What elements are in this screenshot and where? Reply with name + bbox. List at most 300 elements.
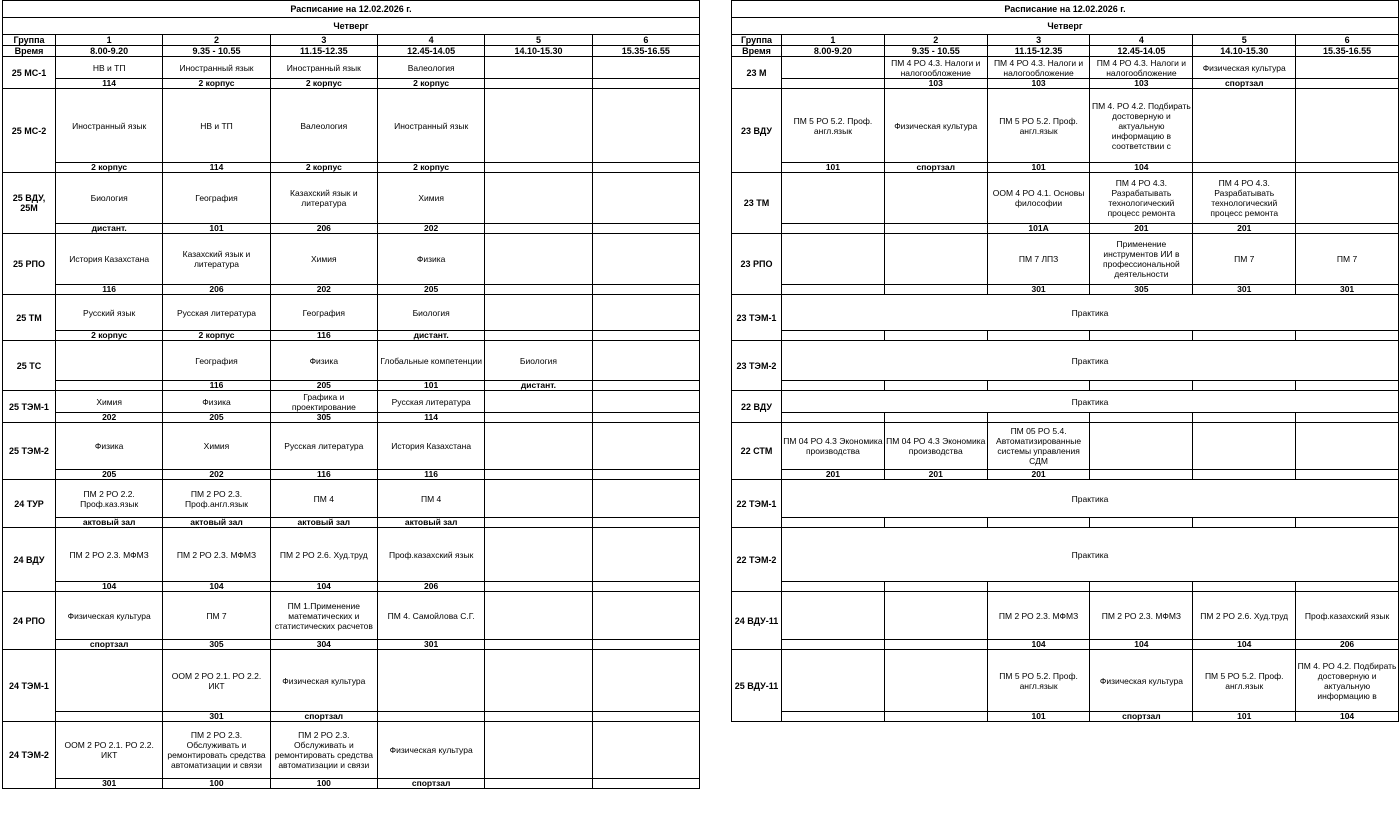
slot-number: 6	[1296, 35, 1399, 46]
group-subject-row	[3, 341, 700, 381]
subject-cell: ПМ 04 РО 4.3 Экономика производства	[884, 423, 987, 470]
group-column-label: Группа	[732, 35, 782, 46]
room-cell	[884, 712, 987, 722]
group-room-row	[732, 470, 1399, 480]
room-cell	[592, 582, 699, 592]
subject-cell: Русская литература	[377, 391, 484, 413]
group-room-row	[3, 640, 700, 650]
subject-cell	[592, 173, 699, 224]
subject-cell: ПМ 4 РО 4.3. Налоги и налогообложение	[987, 57, 1090, 79]
room-cell: спортзал	[270, 712, 377, 722]
room-cell	[782, 712, 885, 722]
subject-cell: Физическая культура	[884, 89, 987, 163]
time-header-row	[3, 46, 700, 57]
room-cell	[592, 224, 699, 234]
room-cell: 305	[163, 640, 270, 650]
slot-time: 8.00-9.20	[782, 46, 885, 57]
group-room-row	[732, 224, 1399, 234]
subject-cell	[1090, 423, 1193, 470]
subject-cell: ПМ 2 РО 2.2. Проф.каз.язык	[56, 480, 163, 518]
group-subject-row	[732, 295, 1399, 331]
room-cell	[884, 413, 987, 423]
room-cell: 114	[56, 79, 163, 89]
subject-cell	[485, 650, 592, 712]
room-cell	[1193, 470, 1296, 480]
subject-cell	[485, 722, 592, 779]
subject-cell: Физика	[270, 341, 377, 381]
group-name: 23 ТЭМ-1	[732, 295, 782, 341]
group-room-row	[3, 470, 700, 480]
room-cell	[987, 413, 1090, 423]
room-cell	[1296, 381, 1399, 391]
room-cell	[1193, 163, 1296, 173]
room-cell	[1296, 582, 1399, 592]
room-cell	[884, 518, 987, 528]
room-cell: 103	[1090, 79, 1193, 89]
subject-cell: ООМ 2 РО 2.1. РО 2.2. ИКТ	[163, 650, 270, 712]
slot-number: 3	[270, 35, 377, 46]
subject-cell: Валеология	[270, 89, 377, 163]
title-row	[732, 1, 1399, 18]
room-cell	[884, 331, 987, 341]
subject-cell	[56, 650, 163, 712]
group-room-row	[732, 518, 1399, 528]
group-column-label: Группа	[3, 35, 56, 46]
group-subject-row	[732, 480, 1399, 518]
schedule-title: Расписание на 12.02.2026 г.	[732, 1, 1399, 18]
room-cell	[1090, 413, 1193, 423]
group-name: 25 МС-1	[3, 57, 56, 89]
room-cell	[1296, 79, 1399, 89]
subject-cell: ПМ 5 РО 5.2. Проф. англ.язык	[987, 650, 1090, 712]
room-cell	[987, 582, 1090, 592]
room-cell: 2 корпус	[56, 163, 163, 173]
subject-cell: ПМ 1.Применение математических и статистических расчетов	[270, 592, 377, 640]
group-name: 25 МС-2	[3, 89, 56, 173]
subject-cell: ПМ 2 РО 2.6. Худ.труд	[1193, 592, 1296, 640]
group-subject-row	[3, 722, 700, 779]
room-cell: 2 корпус	[163, 331, 270, 341]
time-column-label: Время	[732, 46, 782, 57]
room-cell	[782, 224, 885, 234]
room-cell	[1193, 413, 1296, 423]
group-name: 25 ТЭМ-2	[3, 423, 56, 480]
room-cell: 116	[163, 381, 270, 391]
subject-cell: ООМ 4 РО 4.1. Основы философии	[987, 173, 1090, 224]
group-name: 22 СТМ	[732, 423, 782, 480]
group-subject-row	[732, 650, 1399, 712]
subject-cell: Биология	[56, 173, 163, 224]
room-cell	[592, 518, 699, 528]
subject-cell	[56, 341, 163, 381]
time-column-label: Время	[3, 46, 56, 57]
room-cell: 104	[1090, 640, 1193, 650]
room-cell: 104	[270, 582, 377, 592]
slot-time: 15.35-16.55	[592, 46, 699, 57]
group-room-row	[3, 712, 700, 722]
group-room-row	[732, 331, 1399, 341]
room-cell: 101	[163, 224, 270, 234]
slot-number: 2	[884, 35, 987, 46]
room-cell	[1193, 331, 1296, 341]
subject-cell: Графика и проектирование	[270, 391, 377, 413]
group-room-row	[732, 413, 1399, 423]
slot-time: 8.00-9.20	[56, 46, 163, 57]
room-cell	[485, 163, 592, 173]
room-cell	[485, 712, 592, 722]
subject-cell: ПМ 5 РО 5.2. Проф. англ.язык	[987, 89, 1090, 163]
room-cell	[987, 381, 1090, 391]
subject-cell: Химия	[163, 423, 270, 470]
group-subject-row	[732, 234, 1399, 285]
room-cell: 100	[270, 779, 377, 789]
group-room-row	[732, 79, 1399, 89]
subject-cell: Физика	[56, 423, 163, 470]
group-subject-row	[732, 341, 1399, 381]
group-name: 24 ТУР	[3, 480, 56, 528]
group-name: 25 ВДУ, 25М	[3, 173, 56, 234]
subject-cell: Химия	[377, 173, 484, 224]
subject-cell: ПМ 2 РО 2.3. МФМЗ	[163, 528, 270, 582]
group-subject-row	[3, 528, 700, 582]
group-room-row	[3, 331, 700, 341]
room-cell: 202	[163, 470, 270, 480]
room-cell	[1090, 582, 1193, 592]
subject-cell: ПМ 2 РО 2.6. Худ.труд	[270, 528, 377, 582]
group-name: 23 ТЭМ-2	[732, 341, 782, 391]
slot-time: 12.45-14.05	[377, 46, 484, 57]
room-cell: 114	[377, 413, 484, 423]
slot-number: 1	[56, 35, 163, 46]
merged-subject-cell: Практика	[782, 341, 1399, 381]
room-cell	[592, 79, 699, 89]
subject-cell: ПМ 7	[1193, 234, 1296, 285]
subject-cell: ПМ 4 РО 4.3. Разрабатывать технологический процесс ремонта	[1090, 173, 1193, 224]
group-name: 25 РПО	[3, 234, 56, 295]
room-cell: 205	[270, 381, 377, 391]
group-subject-row	[732, 391, 1399, 413]
room-cell: 305	[1090, 285, 1193, 295]
group-room-row	[3, 224, 700, 234]
schedule-title: Расписание на 12.02.2026 г.	[3, 1, 700, 18]
room-cell: актовый зал	[270, 518, 377, 528]
subject-cell: ПМ 4 РО 4.3. Разрабатывать технологический процесс ремонта	[1193, 173, 1296, 224]
subject-cell: ПМ 2 РО 2.3. Обслуживать и ремонтировать средства автоматизации и связи	[270, 722, 377, 779]
room-cell	[485, 518, 592, 528]
subject-cell: Глобальные компетенции	[377, 341, 484, 381]
room-cell	[592, 285, 699, 295]
subject-cell: История Казахстана	[56, 234, 163, 285]
slot-number: 4	[377, 35, 484, 46]
room-cell	[485, 582, 592, 592]
subject-cell	[485, 89, 592, 163]
room-cell	[592, 640, 699, 650]
room-cell	[1193, 381, 1296, 391]
room-cell: 2 корпус	[163, 79, 270, 89]
room-cell: 202	[377, 224, 484, 234]
room-cell: 301	[377, 640, 484, 650]
subject-cell: ПМ 4	[270, 480, 377, 518]
subject-cell	[485, 528, 592, 582]
group-subject-row	[3, 295, 700, 331]
subject-cell: География	[163, 341, 270, 381]
subject-cell	[1193, 89, 1296, 163]
subject-cell	[592, 234, 699, 285]
slot-number: 3	[987, 35, 1090, 46]
subject-cell	[1296, 89, 1399, 163]
schedule-sheet-left	[2, 0, 700, 789]
room-cell: 2 корпус	[56, 331, 163, 341]
room-cell	[884, 582, 987, 592]
room-cell: 201	[782, 470, 885, 480]
subject-cell: Иностранный язык	[56, 89, 163, 163]
subject-cell: ПМ 5 РО 5.2. Проф. англ.язык	[1193, 650, 1296, 712]
room-cell: 201	[1193, 224, 1296, 234]
room-cell	[1296, 413, 1399, 423]
slot-time: 12.45-14.05	[1090, 46, 1193, 57]
subject-cell: Биология	[377, 295, 484, 331]
room-cell	[1296, 163, 1399, 173]
room-cell	[485, 413, 592, 423]
day-of-week: Четверг	[3, 18, 700, 35]
subject-cell	[782, 57, 885, 79]
group-name: 22 ТЭМ-2	[732, 528, 782, 592]
group-subject-row	[3, 592, 700, 640]
room-cell: 202	[56, 413, 163, 423]
subject-cell: ООМ 2 РО 2.1. РО 2.2. ИКТ	[56, 722, 163, 779]
room-cell	[884, 640, 987, 650]
group-subject-row	[732, 423, 1399, 470]
group-room-row	[732, 285, 1399, 295]
room-cell: 304	[270, 640, 377, 650]
room-cell	[884, 224, 987, 234]
subject-cell	[485, 592, 592, 640]
group-name: 24 ТЭМ-2	[3, 722, 56, 789]
room-cell: 104	[1193, 640, 1296, 650]
room-cell	[592, 413, 699, 423]
room-cell: дистант.	[56, 224, 163, 234]
room-cell: 101	[1193, 712, 1296, 722]
group-room-row	[3, 518, 700, 528]
subject-cell	[592, 722, 699, 779]
subject-cell: ПМ 4. РО 4.2. Подбирать достоверную и актуальную информацию в	[1296, 650, 1399, 712]
room-cell	[485, 331, 592, 341]
subject-cell: НВ и ТП	[163, 89, 270, 163]
room-cell	[782, 640, 885, 650]
subject-cell	[592, 391, 699, 413]
day-row	[3, 18, 700, 35]
subject-cell: Иностранный язык	[270, 57, 377, 79]
subject-cell: ПМ 7	[1296, 234, 1399, 285]
group-name: 22 ВДУ	[732, 391, 782, 423]
subject-cell: Физическая культура	[377, 722, 484, 779]
subject-cell: ПМ 2 РО 2.3. Обслуживать и ремонтировать средства автоматизации и связи	[163, 722, 270, 779]
group-name: 24 ВДУ-11	[732, 592, 782, 650]
subject-cell: География	[270, 295, 377, 331]
subject-cell: Иностранный язык	[163, 57, 270, 79]
room-cell: 2 корпус	[377, 163, 484, 173]
group-name: 23 М	[732, 57, 782, 89]
room-cell	[1296, 470, 1399, 480]
subject-cell	[884, 234, 987, 285]
room-cell: 101	[782, 163, 885, 173]
schedule-sheet-right	[731, 0, 1399, 722]
subject-cell	[485, 234, 592, 285]
subject-cell	[592, 295, 699, 331]
group-name: 23 ВДУ	[732, 89, 782, 173]
room-cell: 101	[987, 712, 1090, 722]
slot-time: 15.35-16.55	[1296, 46, 1399, 57]
group-subject-row	[732, 173, 1399, 224]
subject-cell: История Казахстана	[377, 423, 484, 470]
room-cell	[1193, 518, 1296, 528]
group-name: 24 ТЭМ-1	[3, 650, 56, 722]
merged-subject-cell: Практика	[782, 295, 1399, 331]
group-room-row	[3, 79, 700, 89]
room-cell	[782, 381, 885, 391]
slot-time: 14.10-15.30	[485, 46, 592, 57]
subject-cell	[592, 89, 699, 163]
subject-cell	[377, 650, 484, 712]
room-cell	[485, 640, 592, 650]
subject-cell: Русский язык	[56, 295, 163, 331]
room-cell	[884, 381, 987, 391]
day-row	[732, 18, 1399, 35]
slot-time: 9.35 - 10.55	[884, 46, 987, 57]
slot-number: 5	[1193, 35, 1296, 46]
group-room-row	[732, 712, 1399, 722]
schedule-table-left	[2, 0, 700, 789]
room-cell: спортзал	[1090, 712, 1193, 722]
group-room-row	[732, 640, 1399, 650]
subject-cell	[592, 480, 699, 518]
slot-header-row	[732, 35, 1399, 46]
room-cell: 201	[884, 470, 987, 480]
room-cell	[884, 285, 987, 295]
subject-cell: ПМ 7	[163, 592, 270, 640]
room-cell: 2 корпус	[377, 79, 484, 89]
subject-cell	[782, 592, 885, 640]
room-cell: 301	[1193, 285, 1296, 295]
subject-cell: Казахский язык и литература	[163, 234, 270, 285]
subject-cell: Физика	[163, 391, 270, 413]
slot-time: 14.10-15.30	[1193, 46, 1296, 57]
room-cell	[1296, 331, 1399, 341]
group-room-row	[3, 413, 700, 423]
group-subject-row	[3, 89, 700, 163]
room-cell: актовый зал	[377, 518, 484, 528]
subject-cell: Проф.казахский язык	[1296, 592, 1399, 640]
group-room-row	[3, 582, 700, 592]
slot-number: 1	[782, 35, 885, 46]
room-cell: 301	[987, 285, 1090, 295]
subject-cell	[592, 528, 699, 582]
subject-cell	[592, 57, 699, 79]
room-cell	[485, 79, 592, 89]
subject-cell	[884, 650, 987, 712]
subject-cell: География	[163, 173, 270, 224]
room-cell: 201	[1090, 224, 1193, 234]
slot-number: 4	[1090, 35, 1193, 46]
room-cell	[592, 163, 699, 173]
subject-cell	[592, 650, 699, 712]
room-cell	[592, 381, 699, 391]
room-cell	[592, 712, 699, 722]
room-cell: 205	[377, 285, 484, 295]
slot-number: 6	[592, 35, 699, 46]
merged-subject-cell: Практика	[782, 391, 1399, 413]
room-cell: 104	[163, 582, 270, 592]
room-cell: 301	[56, 779, 163, 789]
room-cell: 206	[163, 285, 270, 295]
room-cell: 202	[270, 285, 377, 295]
room-cell	[987, 518, 1090, 528]
room-cell	[782, 582, 885, 592]
room-cell	[1090, 470, 1193, 480]
subject-cell: Русская литература	[163, 295, 270, 331]
room-cell: 2 корпус	[270, 163, 377, 173]
subject-cell: Биология	[485, 341, 592, 381]
group-subject-row	[732, 592, 1399, 640]
room-cell	[1296, 518, 1399, 528]
subject-cell	[592, 423, 699, 470]
room-cell	[782, 285, 885, 295]
group-subject-row	[3, 480, 700, 518]
room-cell: спортзал	[884, 163, 987, 173]
room-cell	[485, 779, 592, 789]
subject-cell: ПМ 4 РО 4.3. Налоги и налогообложение	[884, 57, 987, 79]
room-cell: 205	[163, 413, 270, 423]
group-room-row	[732, 163, 1399, 173]
group-room-row	[732, 582, 1399, 592]
group-room-row	[732, 381, 1399, 391]
room-cell	[56, 712, 163, 722]
room-cell: 116	[56, 285, 163, 295]
room-cell: 2 корпус	[270, 79, 377, 89]
subject-cell: ПМ 2 РО 2.3. Проф.англ.язык	[163, 480, 270, 518]
room-cell	[1090, 331, 1193, 341]
group-room-row	[3, 285, 700, 295]
subject-cell: Физическая культура	[1193, 57, 1296, 79]
merged-subject-cell: Практика	[782, 528, 1399, 582]
subject-cell	[884, 592, 987, 640]
room-cell: актовый зал	[163, 518, 270, 528]
room-cell	[485, 285, 592, 295]
group-name: 25 ТМ	[3, 295, 56, 341]
subject-cell: ПМ 4. Самойлова С.Г.	[377, 592, 484, 640]
subject-cell	[782, 650, 885, 712]
subject-cell: ПМ 7 ЛПЗ	[987, 234, 1090, 285]
subject-cell	[485, 391, 592, 413]
group-name: 25 ТС	[3, 341, 56, 391]
room-cell	[1193, 582, 1296, 592]
group-name: 25 ВДУ-11	[732, 650, 782, 722]
subject-cell	[592, 592, 699, 640]
subject-cell: Иностранный язык	[377, 89, 484, 163]
room-cell: 301	[1296, 285, 1399, 295]
room-cell: 116	[270, 331, 377, 341]
subject-cell: ПМ 2 РО 2.3. МФМЗ	[1090, 592, 1193, 640]
time-header-row	[732, 46, 1399, 57]
subject-cell	[884, 173, 987, 224]
room-cell	[592, 470, 699, 480]
room-cell	[782, 331, 885, 341]
room-cell	[987, 331, 1090, 341]
subject-cell	[485, 480, 592, 518]
subject-cell: ПМ 5 РО 5.2. Проф. англ.язык	[782, 89, 885, 163]
room-cell: 100	[163, 779, 270, 789]
room-cell: 116	[377, 470, 484, 480]
